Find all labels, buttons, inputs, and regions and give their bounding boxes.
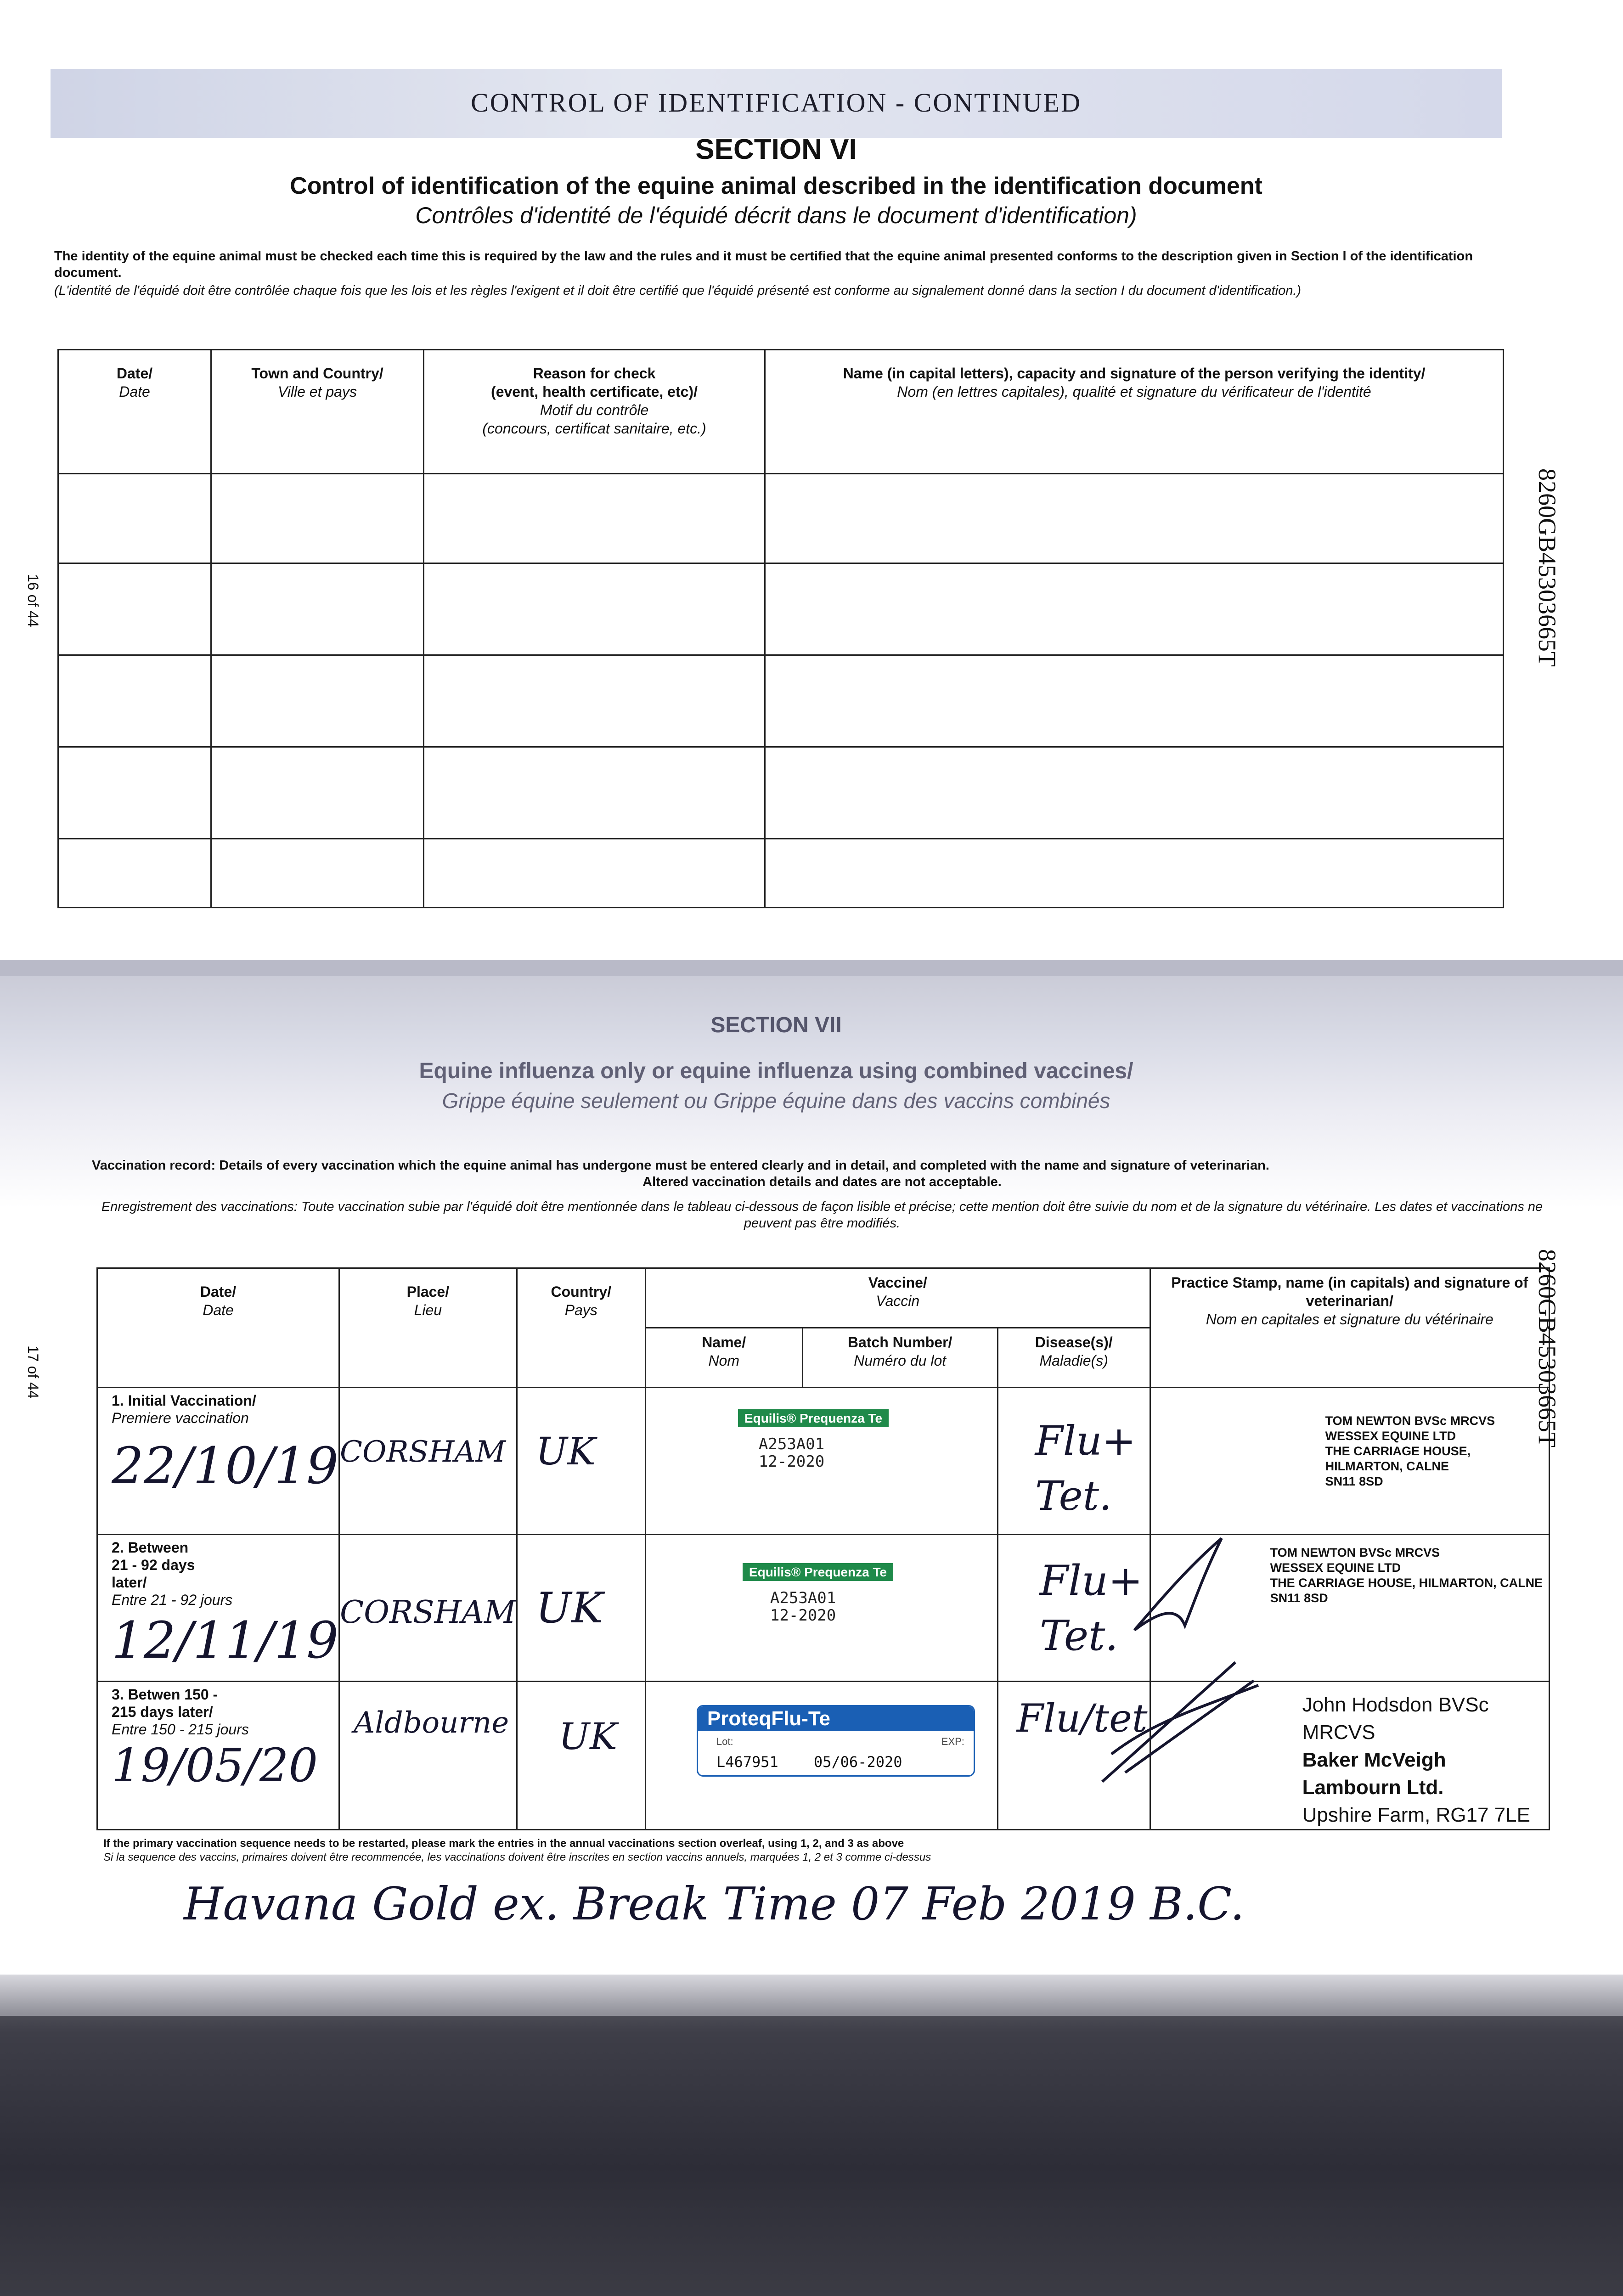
disease-cell: Flu+ Tet. [997, 1535, 1150, 1682]
handwritten-note: Havana Gold ex. Break Time 07 Feb 2019 B.C. [184, 1878, 1245, 1930]
page-number-16: 16 of 44 [25, 574, 41, 627]
table-row [58, 655, 1504, 747]
col-header-vaccine: Vaccine/ Vaccin [645, 1268, 1150, 1328]
date-cell: 1. Initial Vaccination/ Premiere vaccination 22/10/19 [97, 1388, 339, 1535]
section-7-subtitle-en: Equine influenza only or equine influenza using combined vaccines/ [419, 1059, 1133, 1083]
scanner-background [0, 1975, 1623, 2296]
side-code-top: 8260GB45303665T [1533, 468, 1561, 667]
vaccine-name: ProteqFlu-Te [698, 1706, 974, 1731]
page-number-17: 17 of 44 [25, 1345, 41, 1399]
date-cell: 2. Between 21 - 92 days later/ Entre 21 - 92 jours 12/11/19 [97, 1535, 339, 1682]
table-row [97, 1682, 1550, 1830]
disease-cell: Flu+ Tet. [997, 1388, 1150, 1535]
section-7-note-en: Vaccination record: Details of every vaccination which the equine animal has undergone must be entered clearly and in detail, and completed with the name and signature of veterinarian. Altered vaccination details and dates are not acceptable. [92, 1158, 1269, 1189]
section-7-title: SECTION VII [710, 1013, 842, 1037]
footnote-fr: Si la sequence des vaccins, primaires doivent être recommencée, les vaccinations doivent être inscrites en section vaccins annuels, marquées 1, 2 et 3 comme ci-dessus [103, 1851, 931, 1863]
table-row [58, 474, 1504, 563]
vaccine-name: Equilis® Prequenza Te [738, 1409, 889, 1427]
page-bottom-edge [0, 1975, 1623, 2016]
col-header-practice-stamp: Practice Stamp, name (in capitals) and signature of veterinarian/ Nom en capitales et signature du vétérinaire [1150, 1268, 1549, 1388]
section-6-note-fr: (L'identité de l'équidé doit être contrôlée chaque fois que les lois et les règles l'exigent et il doit être certifié que l'équidé présenté est conforme au signalement donné dans la section I du document d'identification.) [54, 283, 1302, 298]
place-cell: CORSHAM [339, 1535, 517, 1682]
batch-expiry: 12-2020 [758, 1452, 825, 1471]
vet-stamp: John Hodsdon BVSc MRCVS Baker McVeigh Lambourn Ltd. Upshire Farm, RG17 7LE [1302, 1694, 1530, 1826]
table-row [97, 1388, 1550, 1535]
section-6-subtitle-fr: Contrôles d'identité de l'équidé décrit dans le document d'identification) [415, 203, 1137, 228]
table-row [58, 563, 1504, 655]
vaccination-date: 19/05/20 [112, 1739, 318, 1792]
col-header-date: Date/ Date [58, 350, 211, 474]
identity-check-table [57, 349, 1504, 908]
place-cell: Aldbourne [339, 1682, 517, 1830]
section-banner: CONTROL OF IDENTIFICATION - CONTINUED [471, 88, 1082, 118]
vaccination-date: 22/10/19 [112, 1436, 339, 1495]
vet-stamp: TOM NEWTON BVSc MRCVS WESSEX EQUINE LTD THE CARRIAGE HOUSE, HILMARTON, CALNE SN11 8SD [1325, 1414, 1495, 1488]
vaccine-sticker [645, 1535, 997, 1682]
table-row [58, 839, 1504, 908]
side-code-bottom: 8260GB45303665T [1533, 1249, 1561, 1447]
practice-stamp-cell [1150, 1388, 1549, 1535]
col-header-disease: Disease(s)/ Maladie(s) [997, 1328, 1150, 1388]
col-header-date: Date/ Date [97, 1268, 339, 1388]
col-header-verifier: Name (in capital letters), capacity and signature of the person verifying the identity/ Nom (en lettres capitales), qualité et signature du vérificateur de l'identité [765, 350, 1504, 474]
section-7-note-fr: Enregistrement des vaccinations: Toute vaccination subie par l'équidé doit être mentionnée dans le tableau ci-dessous de façon lisible et précise; cette mention doit être suivie du nom et de la signature du vétérinaire. Les dates et vaccinations ne peuvent pas être modifiés. [101, 1199, 1543, 1231]
date-cell: 3. Betwen 150 - 215 days later/ Entre 150 - 215 jours 19/05/20 [97, 1682, 339, 1830]
col-header-country: Country/ Pays [517, 1268, 645, 1388]
country-cell: UK [517, 1535, 645, 1682]
vaccination-table [96, 1267, 1550, 1830]
section-7-subtitle-fr: Grippe équine seulement ou Grippe équine dans des vaccins combinés [442, 1089, 1110, 1113]
batch-expiry: 12-2020 [770, 1606, 836, 1625]
batch-number: L467951 [716, 1753, 778, 1771]
vaccine-sticker: ProteqFlu-Te Lot: EXP: L467951 05/06-2020 [645, 1682, 997, 1830]
batch-number: A253A01 [758, 1435, 825, 1453]
footnote-en: If the primary vaccination sequence needs to be restarted, please mark the entries in the annual vaccinations section overleaf, using 1, 2, and 3 as above [103, 1837, 904, 1850]
vaccination-date: 12/11/19 [112, 1611, 339, 1670]
section-6-subtitle-en: Control of identification of the equine animal described in the identification document [290, 173, 1262, 199]
vet-signature [1121, 1529, 1235, 1639]
section-6-title: SECTION VI [695, 134, 857, 165]
page-fold-edge [0, 960, 1623, 976]
col-header-vaccine-name: Name/ Nom [645, 1328, 802, 1388]
disease-cell: Flu/tet [997, 1682, 1150, 1830]
vaccine-name: Equilis® Prequenza Te [743, 1563, 893, 1581]
place-cell: CORSHAM [339, 1388, 517, 1535]
table-row [97, 1535, 1550, 1682]
col-header-town: Town and Country/ Ville et pays [211, 350, 424, 474]
section-6-note-en: The identity of the equine animal must be checked each time this is required by the law and the rules and it must be certified that the equine animal presented conforms to the description given in Section I of the identification document. [54, 249, 1473, 280]
vaccine-sticker [645, 1388, 997, 1535]
table-row [58, 747, 1504, 839]
batch-expiry: 05/06-2020 [813, 1753, 902, 1771]
vet-signature [1084, 1653, 1268, 1791]
col-header-place: Place/ Lieu [339, 1268, 517, 1388]
vet-stamp: TOM NEWTON BVSc MRCVS WESSEX EQUINE LTD THE CARRIAGE HOUSE, HILMARTON, CALNE SN11 8SD [1270, 1546, 1543, 1605]
col-header-batch: Batch Number/ Numéro du lot [802, 1328, 997, 1388]
col-header-reason: Reason for check (event, health certificate, etc)/ Motif du contrôle (concours, certificat sanitaire, etc.) [424, 350, 765, 474]
batch-number: A253A01 [770, 1589, 836, 1607]
country-cell: UK [517, 1682, 645, 1830]
country-cell: UK [517, 1388, 645, 1535]
